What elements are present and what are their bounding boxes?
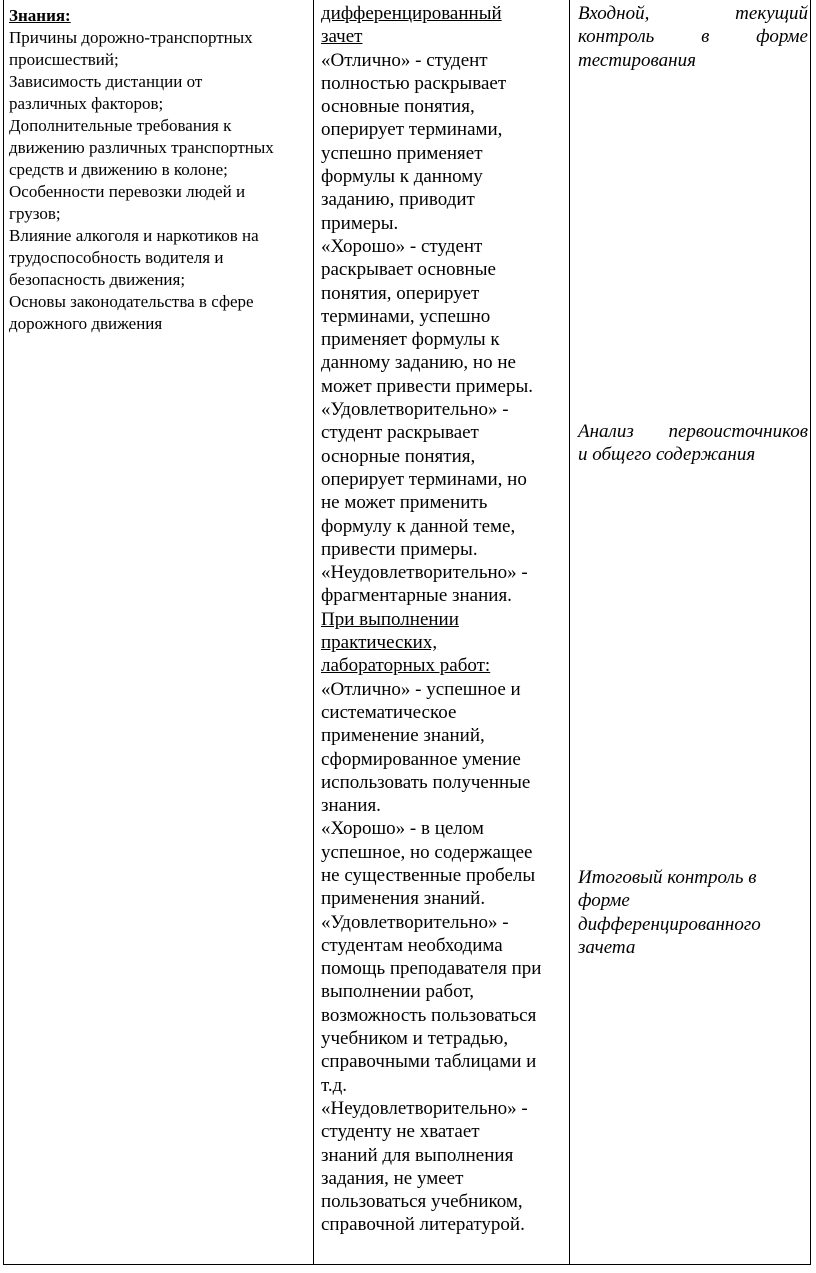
criteria-line: применения знаний. [321,888,486,910]
knowledge-item: различных факторов; [9,94,164,113]
criteria-line: учебником и тетрадью, [321,1028,509,1050]
criteria-line: студентам необходима [321,934,503,956]
criteria-line: пользоваться учебником, [321,1191,523,1213]
knowledge-item: Особенности перевозки людей и [9,182,246,201]
control-line: дифференцированного [578,913,761,935]
control-block-final [578,866,808,959]
criteria-line: справочными таблицами и [321,1051,537,1073]
criteria-line: возможность пользоваться [321,1004,537,1026]
criteria-line: практических, [321,632,438,654]
knowledge-item: грузов; [9,204,61,223]
criteria-line: полностью раскрывает [321,72,507,94]
control-line: Анализ первоисточников [578,421,808,442]
criteria-line: может привести примеры. [321,375,533,397]
criteria-line: «Отлично» - успешное и [321,678,521,700]
knowledge-item: Основы законодательства в сфере [9,292,254,311]
knowledge-item: трудоспособность водителя и [9,248,224,267]
criteria-line: студенту не хватает [321,1121,480,1143]
column-divider-1 [313,0,314,1265]
knowledge-item: Причины дорожно-транспортных [9,28,253,47]
control-line: контроль в форме [578,26,808,48]
criteria-line: фрагментарные знания. [321,585,512,607]
criteria-line: т.д. [321,1074,348,1096]
knowledge-cell [9,5,305,335]
knowledge-item: дорожного движения [9,314,163,333]
control-line: тестирования [578,49,696,71]
criteria-line: не существенные пробелы [321,864,536,886]
criteria-line: дифференцированный [321,3,502,24]
criteria-line: успешно применяет [321,142,483,164]
criteria-line: «Отлично» - студент [321,49,488,71]
criteria-line: справочной литературой. [321,1214,525,1236]
criteria-line: знания. [321,795,381,817]
column-divider-2 [569,0,570,1265]
knowledge-item: безопасность движения; [9,270,186,289]
criteria-line: не может применить [321,492,488,514]
control-line: Итоговый контроль в [578,867,757,888]
criteria-line: оперирует терминами, [321,119,503,141]
criteria-line: выполнении работ, [321,981,474,1003]
criteria-line: данному заданию, но не [321,352,516,374]
criteria-line: «Удовлетворительно» - [321,911,509,933]
control-block-analysis [578,420,808,467]
criteria-line: помощь преподавателя при [321,958,542,980]
knowledge-item: средств и движению в колоне; [9,160,228,179]
control-line: и общего содержания [578,444,756,466]
criteria-line: сформированное умение [321,748,521,770]
criteria-line: знаний для выполнения [321,1144,514,1166]
criteria-line: привести примеры. [321,538,478,560]
criteria-line: основные понятия, [321,96,475,118]
control-block-entry [578,2,808,72]
criteria-line: раскрывает основные [321,259,496,281]
criteria-list [321,2,563,1237]
criteria-line: «Неудовлетворительно» - [321,562,528,584]
criteria-line: формулу к данной теме, [321,515,516,537]
criteria-line: терминами, успешно [321,305,491,327]
criteria-line: понятия, оперирует [321,282,480,304]
control-line: форме [578,890,630,912]
criteria-line: примеры. [321,212,399,234]
knowledge-item: Влияние алкоголя и наркотиков на [9,226,259,245]
control-line: зачета [578,936,636,958]
criteria-line: «Хорошо» - в целом [321,818,484,840]
criteria-line: лабораторных работ: [321,655,491,677]
criteria-line: систематическое [321,701,457,723]
criteria-line: студент раскрывает [321,422,479,444]
control-line: Входной, текущий [578,3,808,24]
criteria-line: оперирует терминами, но [321,468,527,490]
knowledge-item: движению различных транспортных [9,138,274,157]
criteria-cell [321,2,563,1237]
criteria-line: успешное, но содержащее [321,841,533,863]
knowledge-list [9,27,305,335]
knowledge-header: Знания: [9,6,71,25]
knowledge-item: Зависимость дистанции от [9,72,203,91]
criteria-line: применение знаний, [321,725,485,747]
criteria-line: задания, не умеет [321,1167,464,1189]
criteria-line: применяет формулы к [321,329,500,351]
criteria-line: формулы к данному [321,166,483,188]
criteria-line: использовать полученные [321,771,531,793]
criteria-line: «Хорошо» - студент [321,235,483,257]
criteria-line: зачет [321,26,363,48]
criteria-line: «Удовлетворительно» - [321,399,509,421]
criteria-line: «Неудовлетворительно» - [321,1097,528,1119]
criteria-line: При выполнении [321,608,459,630]
knowledge-item: происшествий; [9,50,119,69]
criteria-line: заданию, приводит [321,189,475,211]
knowledge-item: Дополнительные требования к [9,116,232,135]
criteria-line: оснорные понятия, [321,445,476,467]
